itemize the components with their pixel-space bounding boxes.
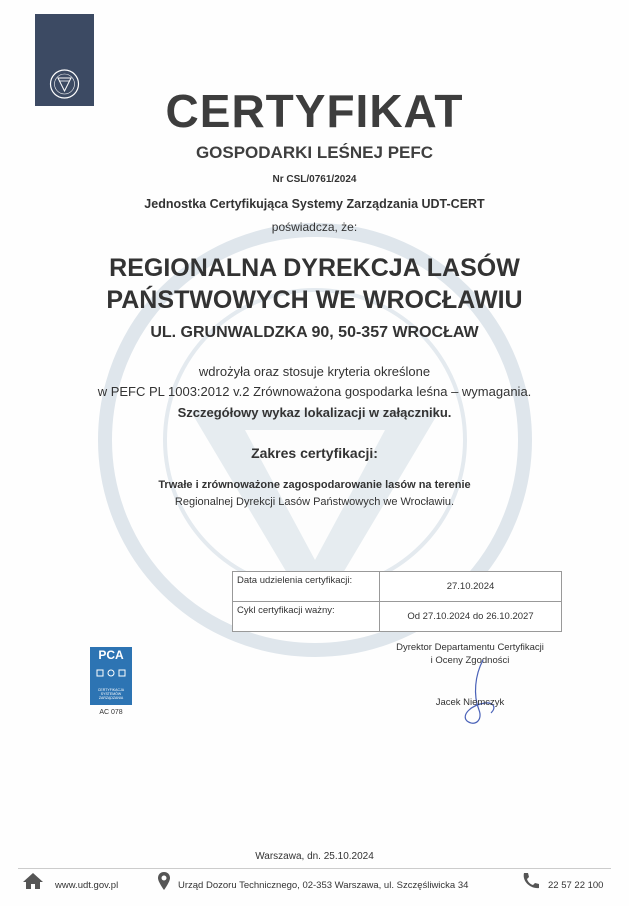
scope-title: Zakres certyfikacji: — [251, 445, 378, 461]
pca-symbol-icon — [96, 667, 126, 679]
issue-date-value: 27.10.2024 — [380, 572, 562, 602]
issue-date-label: Data udzielenia certyfikacji: — [233, 572, 380, 602]
cycle-value: Od 27.10.2024 do 26.10.2027 — [380, 602, 562, 632]
pca-code: AC 078 — [99, 709, 123, 716]
footer-phone: 22 57 22 100 — [548, 880, 604, 891]
implementation-line2: w PEFC PL 1003:2012 v.2 Zrównoważona gospodarka leśna – wymagania. — [97, 384, 532, 399]
phone-icon — [520, 871, 540, 891]
issue-place-date: Warszawa, dn. 25.10.2024 — [255, 851, 374, 862]
signature-icon — [445, 655, 505, 730]
organization-name-line1: REGIONALNA DYREKCJA LASÓW — [109, 254, 520, 282]
director-title-line2: i Oceny Zgodności — [430, 655, 510, 666]
home-icon — [22, 872, 44, 890]
scope-line1: Trwałe i zrównoważone zagospodarowanie lasów na terenie — [158, 479, 471, 491]
table-row — [233, 602, 562, 632]
organization-name-line2: PAŃSTWOWYCH WE WROCŁAWIU — [106, 286, 523, 314]
scope-line2: Regionalnej Dyrekcji Lasów Państwowych we Wrocławiu. — [174, 496, 455, 508]
cycle-label: Cykl certyfikacji ważny: — [233, 602, 380, 632]
table-row — [233, 572, 562, 602]
implementation-line3: Szczegółowy wykaz lokalizacji w załączniku. — [177, 405, 452, 420]
footer-website[interactable]: www.udt.gov.pl — [55, 880, 119, 891]
certificate-subtitle: GOSPODARKI LEŚNEJ PEFC — [195, 143, 434, 162]
pca-sub-text: CERTYFIKACJA SYSTEMÓW ZARZĄDZANIA — [97, 688, 125, 700]
certificate-title: CERTYFIKAT — [165, 85, 464, 137]
location-pin-icon — [157, 871, 171, 891]
pca-logo-text: PCA — [98, 648, 124, 662]
certificate-number: Nr CSL/0761/2024 — [272, 174, 357, 185]
attests-text: poświadcza, że: — [271, 220, 358, 234]
director-title-line1: Dyrektor Departamentu Certyfikacji — [396, 642, 544, 653]
implementation-line1: wdrożyła oraz stosuje kryteria określone — [198, 364, 431, 379]
footer-divider — [18, 868, 611, 869]
footer-address: Urząd Dozoru Technicznego, 02-353 Warszawa, ul. Szczęśliwicka 34 — [178, 880, 469, 891]
issuing-body: Jednostka Certyfikująca Systemy Zarządzania UDT-CERT — [144, 197, 485, 211]
organization-address: UL. GRUNWALDZKA 90, 50-357 WROCŁAW — [150, 324, 479, 341]
certification-dates-table — [232, 571, 562, 632]
director-name: Jacek Niemczyk — [435, 697, 505, 708]
